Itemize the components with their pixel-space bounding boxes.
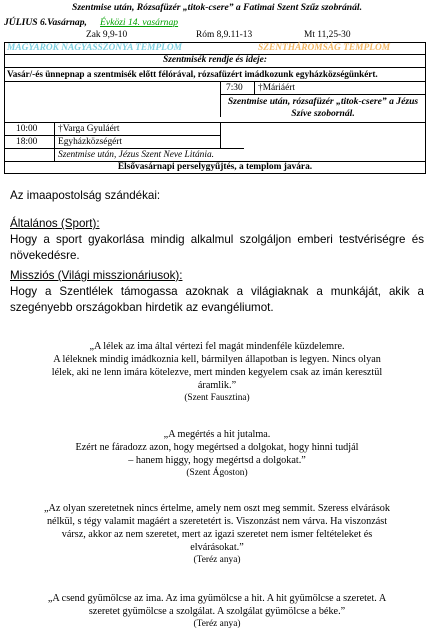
reading-zak-text: Zak 9,9-10 (86, 30, 128, 40)
mission-text: Hogy a Szentlélek támogassa azoknak a világiaknak a munkáját, akik a szegényebb országokban hirdetik az evangéliumot. (10, 285, 424, 314)
quote-author: (Szent Fausztina) (184, 393, 250, 403)
top-title: Szentmise után, Rózsafüzér „titok-csere” a Fatimai Szent Szűz szobránál. (71, 2, 362, 13)
quote-author: (Teréz anya) (193, 555, 241, 565)
quote-2 (10, 428, 424, 480)
quote-line: elvárásokat.” (190, 542, 244, 553)
church-right: SZENTHÁROMSÁG TEMPLOM (258, 43, 391, 53)
schedule-table (4, 42, 426, 174)
readings-row (4, 30, 426, 41)
mission-heading: Missziós (Világi misszionáriusok): (10, 269, 183, 282)
quote-line: „A csend gyümölcse az ima. Az ima gyümölcse a hit. A hit gyümölcse a szeretet. A (47, 593, 387, 604)
schedule-note: Vasár/-és ünnepnap a szentmisék előtt félórával, rózsafüzért imádkozunk egyházközségünkért. (7, 69, 378, 79)
general-heading: Általános (Sport): (10, 217, 100, 230)
quote-line: „A lélek az ima által vértezi fel magát mindenféle küzdelemre. (89, 341, 345, 352)
quote-3 (10, 502, 424, 567)
date-header (4, 17, 426, 28)
intentions-title: Az imaapostolság szándékai: (10, 189, 161, 202)
reading-rom-text: Róm 8,9.11-13 (196, 30, 253, 40)
row2-time: 10:00 (16, 124, 38, 134)
collection-note: Elsővasárnapi perselygyűjtés, a templom javára. (117, 162, 313, 172)
row3-note: Szentmise után, Jézus Szent Neve Litánia. (58, 150, 214, 160)
general-text: Hogy a sport gyakorlása mindig alkalmul szolgáljon emberi testvériségre és növekedésre. (10, 233, 424, 262)
quote-line: lélek, aki ne lenn imára kötelezve, mert minden kegyelem csak az imán keresztül (51, 367, 383, 378)
quote-4 (10, 592, 424, 631)
quote-line: A léleknek mindig imádkoznia kell, bármilyen állapotban is legyen. Nincs olyan (53, 354, 381, 365)
row1-note: Szentmise után, rózsafüzér „titok-csere” a Jézus Szíve szobornál. (227, 96, 419, 119)
quote-line: áramlik.” (197, 380, 237, 391)
quote-line: „A megértés a hit jutalma. (163, 429, 271, 440)
quote-line: „Az olyan szeretetnek nincs értelme, amely nem oszt meg semmit. Szeress elvárások (44, 503, 390, 514)
row1-intention: †Máriáért (258, 83, 295, 93)
quote-line: nélkül, s tégy valamit magáért a szeretetért is. Viszonzást nem várva. Ha viszonzást (46, 516, 388, 527)
schedule-heading: Szentmisék rendje és ideje: (163, 55, 267, 65)
week-label: Évközi 14. vasárnap (100, 17, 179, 28)
row1-time: 7:30 (226, 83, 243, 93)
quote-author: (Szent Ágoston) (186, 468, 248, 478)
quote-1 (10, 340, 424, 405)
quote-line: szeretet gyümölcse a szolgálat. A szolgálat gyümölcse a béke.” (88, 606, 346, 617)
date-label: JÚLIUS 6.Vasárnap, (4, 17, 87, 28)
reading-mt-text: Mt 11,25-30 (304, 30, 351, 40)
row3-intention: Egyházközségért (58, 137, 123, 147)
row3-time: 18:00 (16, 137, 38, 147)
row2-intention: †Varga Gyuláért (58, 124, 120, 134)
quote-line: vársz, akkor az nem szeretet, mert az igazi szeretet nem ismer feltételeket és (61, 529, 373, 540)
quote-line: Ezért ne fáradozz azon, hogy megértsed a dolgokat, hogy hinni tudjál (75, 442, 359, 453)
quote-author: (Teréz anya) (193, 619, 241, 629)
church-left: MAGYAROK NAGYASSZONYA TEMPLOM (7, 43, 183, 53)
quote-line: – hanem higgy, hogy megértsd a dolgokat.” (128, 455, 306, 466)
